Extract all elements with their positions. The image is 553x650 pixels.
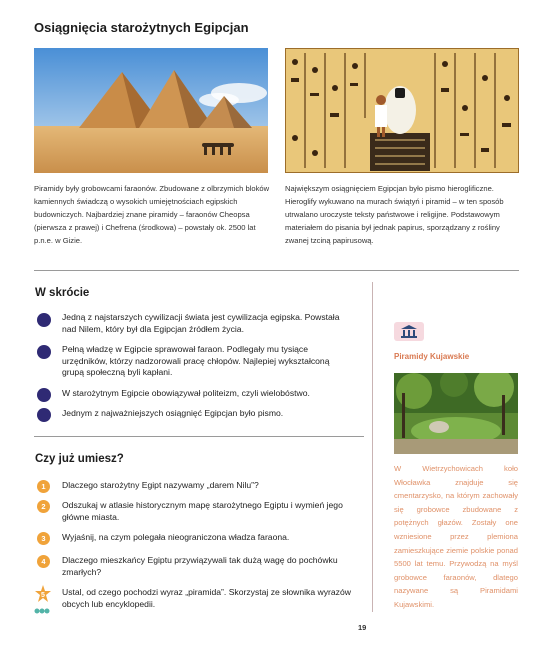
hieroglyphs-caption: Największym osiągnięciem Egipcjan było pismo hieroglificzne. Hieroglify wykuwano na murach świątyń i piramid – w ten sposób utrwalano uroczyste teksty państwowe i religijne. Podstawowym materiałem do pisania był jednak papirus, sporządzany z rośliny zwanej tzciną papirusową. bbox=[285, 184, 504, 245]
bullet-dot bbox=[37, 313, 51, 327]
question-number: 1 bbox=[37, 480, 50, 493]
kujawy-tomb-photo bbox=[394, 373, 518, 454]
question-text: Dlaczego starożytny Egipt nazywamy „darem Nilu”? bbox=[62, 480, 259, 490]
question-number: 4 bbox=[37, 555, 50, 568]
question-number: 2 bbox=[37, 500, 50, 513]
bullet-dot bbox=[37, 388, 51, 402]
hieroglyphs-photo bbox=[285, 48, 519, 173]
sidebar-text: W Wietrzychowicach koło Włocławka znajduje się cmentarzysko, na którym zachowały się grobowce zbudowane z potężnych głazów. Zostały one wzniesione przez plemiona zamieszkujące ziemie polskie ponad 5500 lat temu. Przywodzą na myśl grobowce faraonów, dlatego nazywane są Piramidami Kujawskimi. bbox=[394, 464, 518, 609]
svg-text:5: 5 bbox=[41, 592, 45, 599]
question-number: 3 bbox=[37, 532, 50, 545]
bullet-dot bbox=[37, 408, 51, 422]
summary-item: Pełną władzę w Egipcie sprawował faraon. Podlegały mu tysiące urzędników, którzy nadzorowali pracę chłopów. Najlepiej wykształconą grupą społeczną byli kapłani. bbox=[62, 344, 330, 377]
sidebar-title: Piramidy Kujawskie bbox=[394, 352, 470, 361]
question-text: Ustal, od czego pochodzi wyraz „piramida”. Skorzystaj ze słownika wyrazów obcych lub encyklopedii. bbox=[62, 587, 351, 609]
summary-divider bbox=[34, 436, 364, 437]
group-work-icon bbox=[33, 603, 51, 611]
bullet-dot bbox=[37, 345, 51, 359]
pyramids-photo bbox=[34, 48, 268, 173]
star-badge-icon bbox=[34, 585, 52, 603]
question-text: Dlaczego mieszkańcy Egiptu przywiązywali tak dużą wagę do pochówku zmarłych? bbox=[62, 555, 338, 577]
question-text: Wyjaśnij, na czym polegała nieograniczona władza faraona. bbox=[62, 532, 290, 542]
column-divider bbox=[372, 282, 373, 612]
question-text: Odszukaj w atlasie historycznym mapę starożytnego Egiptu i wymień jego główne miasta. bbox=[62, 500, 343, 522]
summary-item: W starożytnym Egipcie obowiązywał politeizm, czyli wielobóstwo. bbox=[62, 388, 310, 398]
page-title: Osiągnięcia starożytnych Egipcjan bbox=[34, 20, 249, 35]
page-number: 19 bbox=[358, 623, 367, 632]
summary-item: Jednym z najważniejszych osiągnięć Egipcjan było pismo. bbox=[62, 408, 284, 418]
quiz-heading: Czy już umiesz? bbox=[35, 453, 124, 465]
summary-heading: W skrócie bbox=[35, 287, 90, 299]
summary-item: Jedną z najstarszych cywilizacji świata jest cywilizacja egipska. Powstała nad Nilem, który był dla Egipcjan źródłem życia. bbox=[62, 312, 340, 334]
pyramids-caption: Piramidy były grobowcami faraonów. Zbudowane z olbrzymich bloków kamiennych świadczą o wysokich umiejętnościach egipskich budowniczych. Najbardziej znane piramidy – faraonów Cheopsa (pierwsza z prawej) i Chefrena (środkowa) – powstały ok. 2500 lat p.n.e. w Gizie. bbox=[34, 184, 270, 245]
section-divider bbox=[34, 270, 519, 271]
museum-icon bbox=[394, 322, 424, 341]
